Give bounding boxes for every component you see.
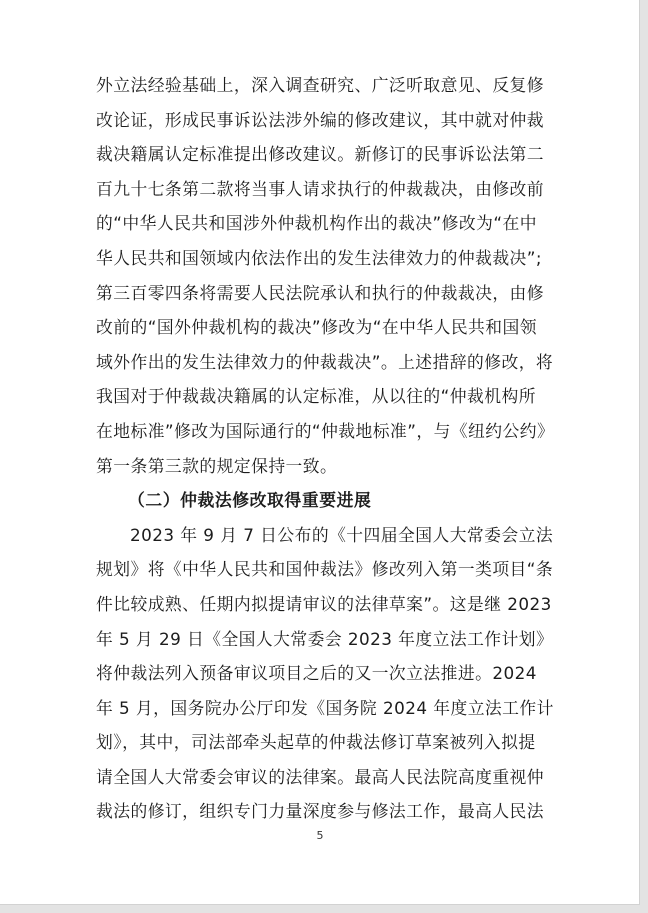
- text-line: 在地标准”修改为国际通行的“仲裁地标准”，与《纽约公约》: [96, 420, 555, 441]
- section-heading: （二）仲裁法修改取得重要进展: [128, 490, 372, 511]
- text-line: 将仲裁法列入预备审议项目之后的又一次立法推进。2024: [96, 663, 537, 684]
- text-line: 2023 年 9 月 7 日公布的《十四届全国人大常委会立法: [130, 524, 554, 545]
- paragraph-1: [96, 68, 556, 483]
- text-line: 第三百零四条将需要人民法院承认和执行的仲裁裁决，由修: [96, 282, 545, 303]
- page-number: 5: [316, 829, 324, 842]
- text-line: 年 5 月，国务院办公厅印发《国务院 2024 年度立法工作计: [96, 697, 554, 718]
- text-line: 百九十七条第二款将当事人请求执行的仲裁裁决，由修改前: [96, 178, 545, 199]
- text-line: 划》，其中，司法部牵头起草的仲裁法修订草案被列入拟提: [96, 732, 536, 753]
- text-line: 件比较成熟、任期内拟提请审议的法律草案”。这是继 2023: [96, 593, 552, 614]
- text-line: 裁决籍属认定标准提出修改建议。新修订的民事诉讼法第二: [96, 144, 545, 165]
- text-line: 年 5 月 29 日《全国人大常委会 2023 年度立法工作计划》: [96, 628, 554, 649]
- text-line: 裁法的修订，组织专门力量深度参与修法工作，最高人民法: [96, 801, 545, 822]
- text-line: 的“中华人民共和国涉外仲裁机构作出的裁决”修改为“在中: [96, 213, 537, 234]
- page-content: [96, 68, 556, 829]
- text-line: 域外作出的发生法律效力的仲裁裁决”。上述措辞的修改，将: [96, 351, 554, 372]
- text-line: 第一条第三款的规定保持一致。: [96, 455, 338, 476]
- paragraph-2: [96, 518, 556, 829]
- text-line: 改论证，形成民事诉讼法涉外编的修改建议，其中就对仲裁: [96, 109, 545, 130]
- text-line: 我国对于仲裁裁决籍属的认定标准，从以往的“仲裁机构所: [96, 386, 536, 407]
- text-line: 外立法经验基础上，深入调查研究、广泛听取意见、反复修: [96, 75, 545, 95]
- text-line: 规划》将《中华人民共和国仲裁法》修改列入第一类项目“条: [96, 559, 554, 580]
- text-line: 请全国人大常委会审议的法律案。最高人民法院高度重视仲: [96, 766, 545, 787]
- text-line: 改前的“国外仲裁机构的裁决”修改为“在中华人民共和国领: [96, 317, 537, 338]
- text-line: 华人民共和国领域内依法作出的发生法律效力的仲裁裁决”;: [96, 247, 543, 268]
